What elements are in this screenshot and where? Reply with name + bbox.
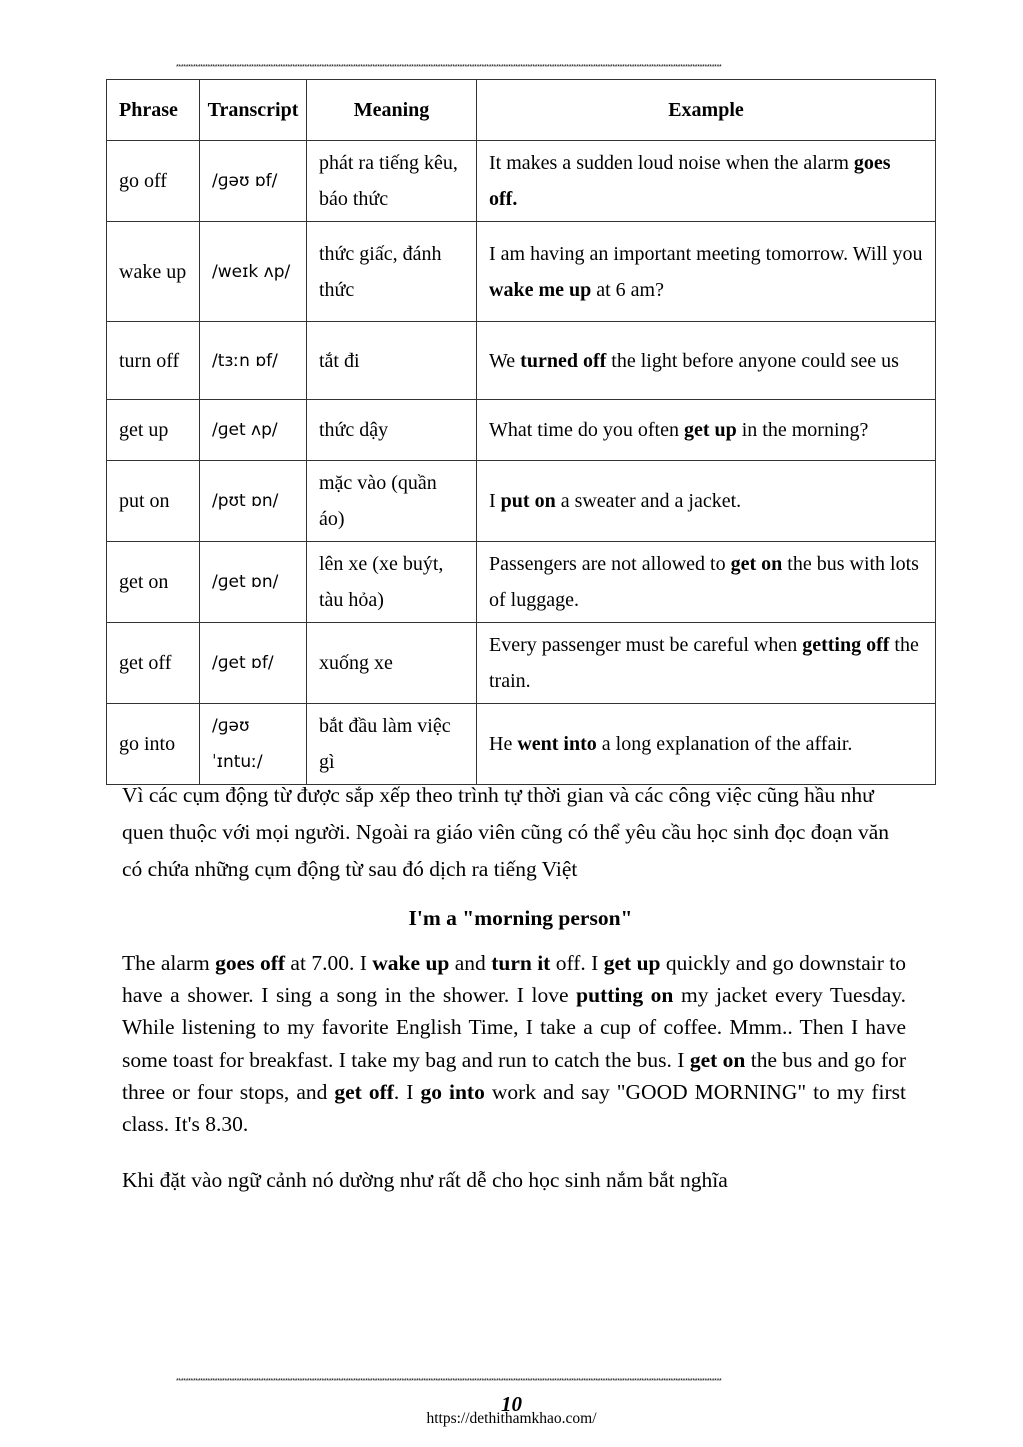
table-row (107, 461, 936, 542)
table-row (107, 141, 936, 222)
example-cell: What time do you often get up in the morning? (477, 400, 936, 461)
example-cell: He went into a long explanation of the affair. (477, 704, 936, 785)
transcript-cell: /ɡet ʌp/ (200, 400, 307, 461)
transcript-cell: /ɡəʊ ɒf/ (200, 141, 307, 222)
meaning-cell: phát ra tiếng kêu, báo thức (307, 141, 477, 222)
meaning-cell: tắt đi (307, 322, 477, 400)
table-row (107, 222, 936, 322)
closing-paragraph: Khi đặt vào ngữ cảnh nó dường như rất dễ cho học sinh nắm bắt nghĩa (122, 1168, 728, 1192)
meaning-cell: thức giấc, đánh thức (307, 222, 477, 322)
phrase-cell: get up (107, 400, 200, 461)
meaning-cell: bắt đầu làm việc gì (307, 704, 477, 785)
transcript-cell: /tɜːn ɒf/ (200, 322, 307, 400)
example-cell: Passengers are not allowed to get on the bus with lots of luggage. (477, 542, 936, 623)
column-header-example: Example (477, 80, 936, 141)
story-paragraph: The alarm goes off at 7.00. I wake up and turn it off. I get up quickly and go downstair to have a shower. I sing a song in the shower. I love putting on my jacket every Tuesday. While listening to my favorite English Time, I take a cup of coffee. Mmm.. Then I have some toast for breakfast. I take my bag and run to catch the bus. I get on the bus and go for three or four stops, and get off. I go into work and say "GOOD MORNING" to my first class. It's 8.30. (122, 951, 906, 1137)
phrase-cell: wake up (107, 222, 200, 322)
header-divider: ********************************************************************************************************************************************************************************************************************************* (176, 64, 722, 71)
transcript-cell: /ɡet ɒn/ (200, 542, 307, 623)
table-row (107, 400, 936, 461)
column-header-transcript: Transcript (200, 80, 307, 141)
table-row (107, 322, 936, 400)
column-header-meaning: Meaning (307, 80, 477, 141)
column-header-phrase: Phrase (107, 80, 200, 141)
example-cell: Every passenger must be careful when getting off the train. (477, 623, 936, 704)
phrase-cell: put on (107, 461, 200, 542)
page-number: 10 (501, 1392, 522, 1416)
table-row (107, 623, 936, 704)
transcript-cell: /ɡet ɒf/ (200, 623, 307, 704)
phrase-cell: go off (107, 141, 200, 222)
meaning-cell: xuống xe (307, 623, 477, 704)
example-cell: It makes a sudden loud noise when the alarm goes off. (477, 141, 936, 222)
transcript-cell: /ɡəʊ ˈɪntuː/ (200, 704, 307, 785)
footer-divider: ********************************************************************************************************************************************************************************************************************************* (176, 1378, 722, 1385)
phrase-cell: get off (107, 623, 200, 704)
phrasal-verb-table (106, 79, 936, 785)
table-row (107, 704, 936, 785)
transcript-cell: /pʊt ɒn/ (200, 461, 307, 542)
footer-url-link[interactable]: https://dethithamkhao.com/ (426, 1410, 597, 1427)
table-header-row (107, 80, 936, 141)
example-cell: I put on a sweater and a jacket. (477, 461, 936, 542)
example-cell: We turned off the light before anyone could see us (477, 322, 936, 400)
table-row (107, 542, 936, 623)
story-title: I'm a "morning person" (408, 906, 633, 930)
phrase-cell: go into (107, 704, 200, 785)
intro-paragraph: Vì các cụm động từ được sắp xếp theo trình tự thời gian và các công việc cũng hầu như quen thuộc với mọi người. Ngoài ra giáo viên cũng có thể yêu cầu học sinh đọc đoạn văn có chứa những cụm động từ sau đó dịch ra tiếng Việt (122, 783, 889, 881)
meaning-cell: mặc vào (quần áo) (307, 461, 477, 542)
phrase-cell: get on (107, 542, 200, 623)
example-cell: I am having an important meeting tomorrow. Will you wake me up at 6 am? (477, 222, 936, 322)
phrase-cell: turn off (107, 322, 200, 400)
meaning-cell: thức dậy (307, 400, 477, 461)
transcript-cell: /weɪk ʌp/ (200, 222, 307, 322)
meaning-cell: lên xe (xe buýt, tàu hỏa) (307, 542, 477, 623)
